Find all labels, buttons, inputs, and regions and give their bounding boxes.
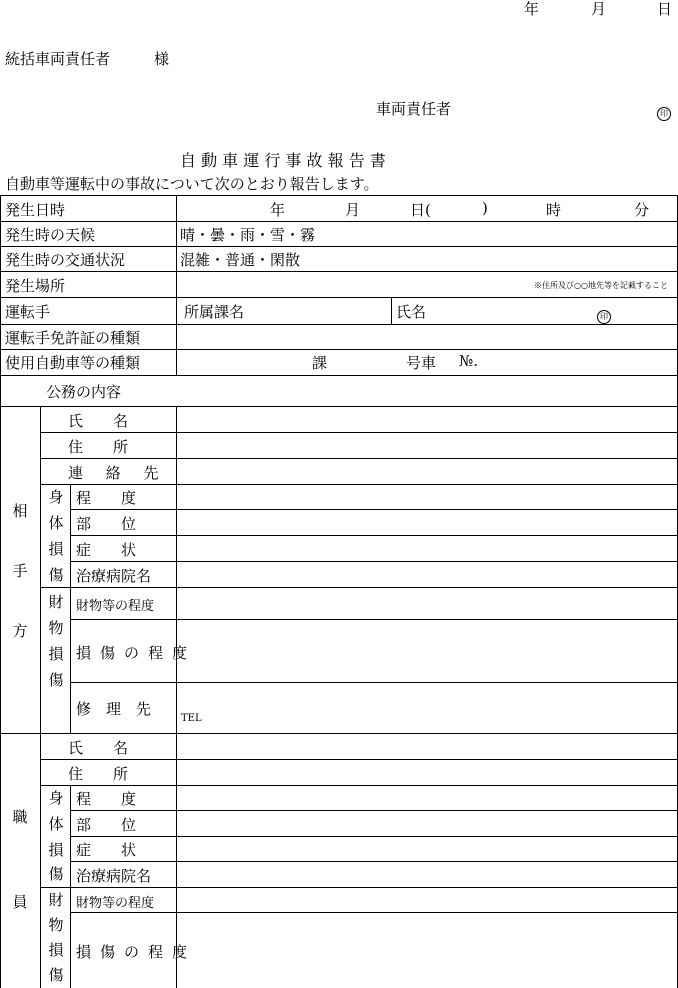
addressee: 統括車両責任者 <box>5 50 111 68</box>
staff-property-2: 物 <box>48 916 64 934</box>
location-label: 発生場所 <box>5 277 66 295</box>
occurrence-datetime-label: 発生日時 <box>5 201 66 219</box>
staff-property-degree-label: 財物等の程度 <box>76 896 155 911</box>
staff-property-4: 傷 <box>48 966 64 984</box>
staff-bodily-2: 体 <box>48 815 64 833</box>
vehicle-type-label: 使用自動車等の種類 <box>5 354 141 372</box>
intro-text: 自動車等運転中の事故について次のとおり報告します。 <box>5 175 379 193</box>
staff-property-1: 財 <box>48 891 64 909</box>
other-party-property-3: 損 <box>48 645 64 663</box>
document-title: 自 動 車 運 行 事 故 報 告 書 <box>180 151 386 170</box>
other-party-part-label: 部 位 <box>76 515 137 533</box>
vehicle-number-label: 号車 <box>406 354 437 372</box>
staff-name-label: 氏 名 <box>68 739 129 757</box>
other-party-symptom-label: 症 状 <box>76 541 137 559</box>
other-party-label-1: 相 <box>12 502 28 520</box>
report-date-year: 年 <box>524 0 540 18</box>
other-party-damage-degree-label: 損傷の程度 <box>76 644 197 662</box>
other-party-property-1: 財 <box>48 593 64 611</box>
other-party-repair-shop-label: 修 理 先 <box>76 700 152 718</box>
staff-bodily-4: 傷 <box>48 865 64 883</box>
responsible-person-label: 車両責任者 <box>376 100 452 118</box>
vehicle-section: 課 <box>312 354 328 372</box>
other-party-bodily-2: 体 <box>48 514 64 532</box>
addressee-suffix: 様 <box>154 50 170 68</box>
staff-part-label: 部 位 <box>76 816 137 834</box>
staff-label-1: 職 <box>12 808 28 826</box>
department-label: 所属課名 <box>184 303 245 321</box>
report-date-day: 日 <box>657 0 673 18</box>
driver-name-label: 氏名 <box>396 303 427 321</box>
other-party-address-label: 住 所 <box>68 438 129 456</box>
occurrence-year: 年 <box>270 201 286 219</box>
weather-label: 発生時の天候 <box>5 226 96 244</box>
other-party-label-2: 手 <box>12 562 28 580</box>
weather-options: 晴・曇・雨・雪・霧 <box>180 226 316 244</box>
seal-icon: 印 <box>657 107 671 121</box>
staff-bodily-3: 損 <box>48 841 64 859</box>
report-date-month: 月 <box>591 0 607 18</box>
staff-property-3: 損 <box>48 941 64 959</box>
occurrence-weekday-close: ) <box>482 199 488 217</box>
staff-address-label: 住 所 <box>68 765 129 783</box>
staff-hospital-label: 治療病院名 <box>76 867 152 885</box>
occurrence-month: 月 <box>345 201 361 219</box>
traffic-label: 発生時の交通状況 <box>5 251 126 269</box>
other-party-contact-label: 連 絡 先 <box>68 464 168 482</box>
other-party-bodily-1: 身 <box>48 488 64 506</box>
staff-label-2: 員 <box>12 893 28 911</box>
occurrence-hour: 時 <box>546 201 562 219</box>
other-party-label-3: 方 <box>12 622 28 640</box>
other-party-property-2: 物 <box>48 619 64 637</box>
other-party-bodily-4: 傷 <box>48 566 64 584</box>
staff-symptom-label: 症 状 <box>76 841 137 859</box>
official-duty-label: 公務の内容 <box>46 383 122 401</box>
traffic-options: 混雑・普通・閑散 <box>180 251 301 269</box>
vehicle-no-label: №. <box>459 352 478 370</box>
driver-label: 運転手 <box>5 303 51 321</box>
other-party-degree-label: 程 度 <box>76 489 137 507</box>
occurrence-minute: 分 <box>634 201 650 219</box>
staff-bodily-1: 身 <box>48 789 64 807</box>
other-party-property-4: 傷 <box>48 671 64 689</box>
driver-seal-icon: 印 <box>597 310 611 324</box>
location-note: ※住所及び○○地先等を記載すること <box>534 281 668 290</box>
other-party-tel-label: TEL <box>181 713 202 724</box>
staff-damage-degree-label: 損傷の程度 <box>76 943 197 961</box>
other-party-bodily-3: 損 <box>48 540 64 558</box>
occurrence-day: 日( <box>410 201 431 219</box>
staff-degree-label: 程 度 <box>76 790 137 808</box>
other-party-name-label: 氏 名 <box>68 412 129 430</box>
other-party-property-degree-label: 財物等の程度 <box>76 599 155 614</box>
other-party-hospital-label: 治療病院名 <box>76 567 152 585</box>
license-type-label: 運転手免許証の種類 <box>5 329 141 347</box>
